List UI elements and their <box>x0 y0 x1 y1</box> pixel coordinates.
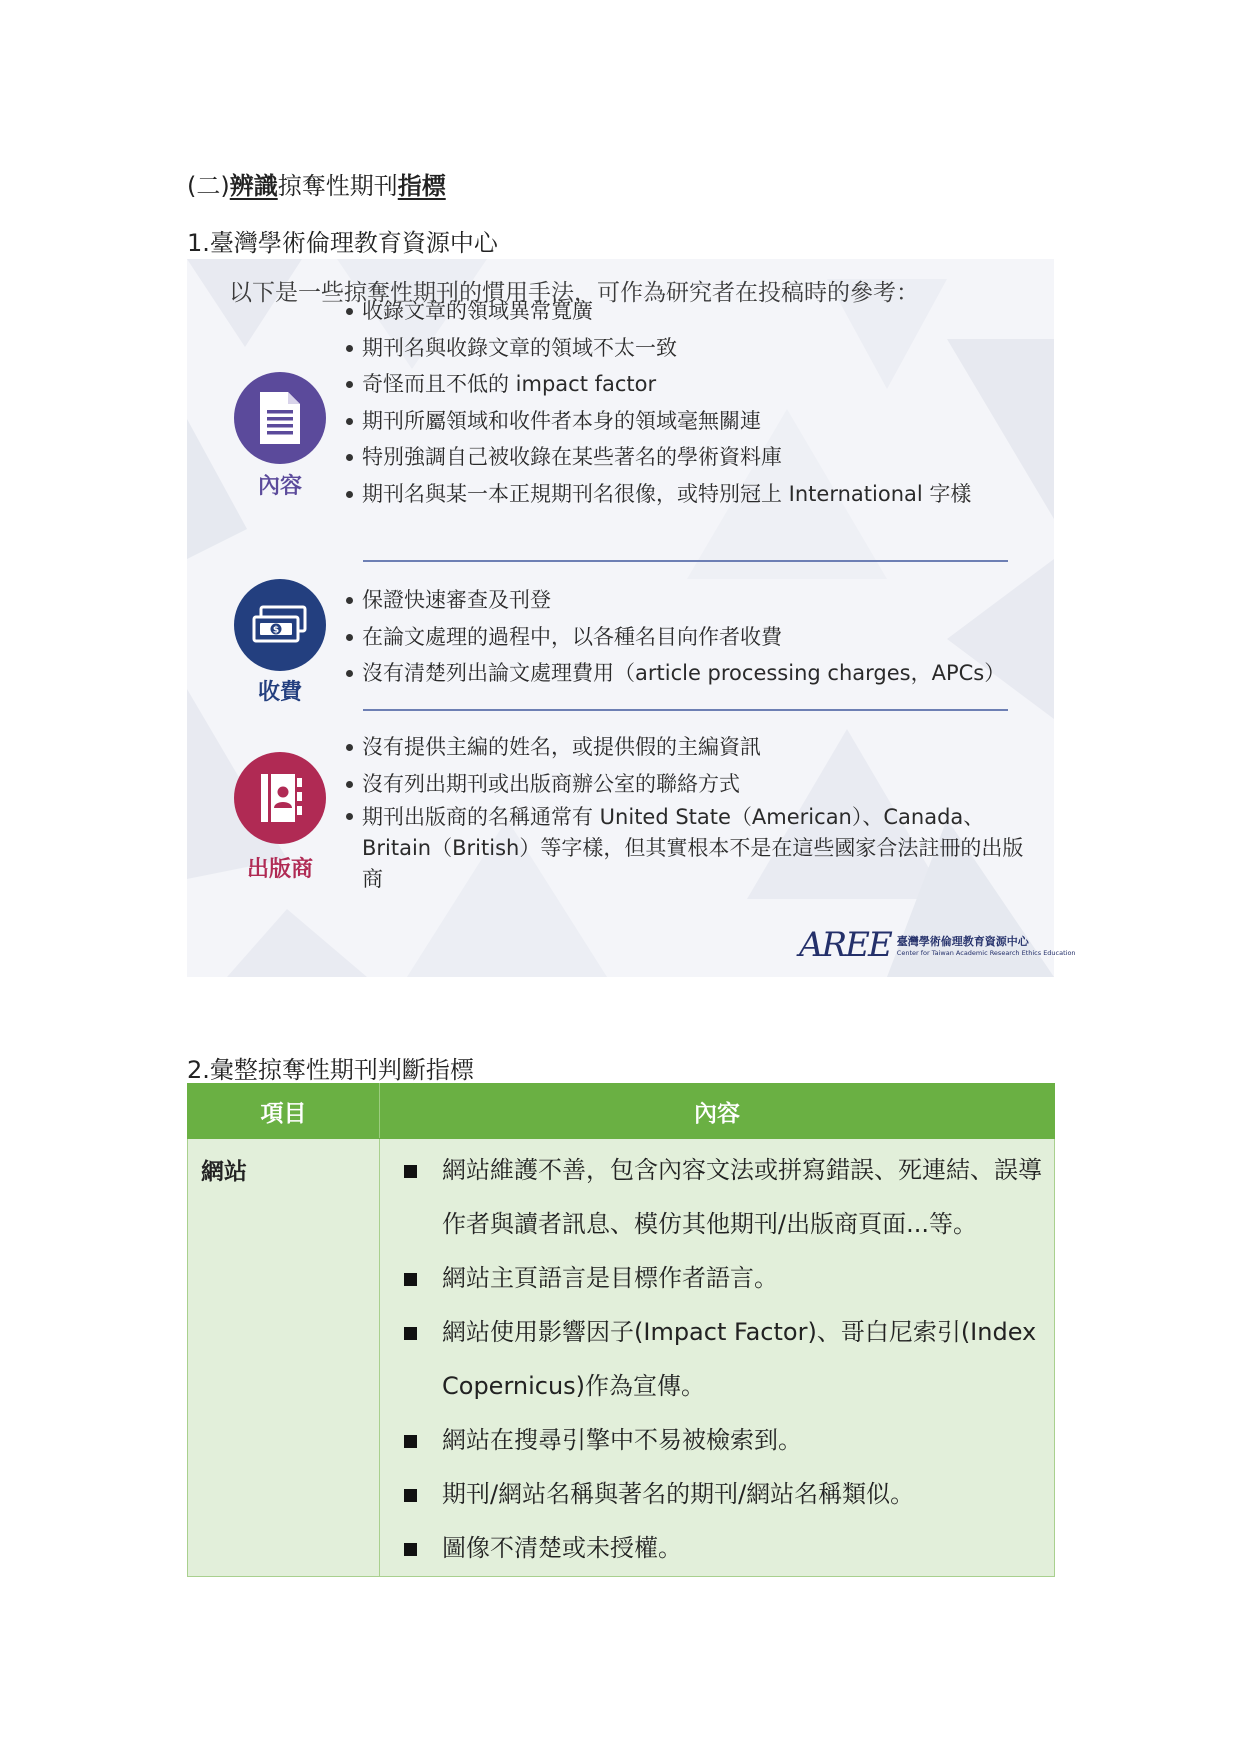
table-header-content: 內容 <box>380 1084 1055 1139</box>
list-item: 期刊名與某一本正規期刊名很像，或特別冠上 International 字樣 <box>344 476 971 513</box>
indicator-table <box>187 1083 1055 1577</box>
square-bullet-icon <box>404 1489 417 1502</box>
logo-name-en: Center for Taiwan Academic Research Ethics Education <box>896 949 1076 957</box>
money-icon <box>234 579 326 671</box>
list-item <box>390 1521 1046 1575</box>
category-label-content: 內容 <box>257 474 302 499</box>
section-heading-part3: 指標 <box>397 172 446 200</box>
svg-text:$: $ <box>272 625 280 636</box>
publisher-tactics-list <box>344 729 1032 895</box>
list-item <box>390 1251 1046 1305</box>
list-item: 沒有提供主編的姓名，或提供假的主編資訊 <box>344 729 1032 766</box>
infographic-intro: 以下是一些掠奪性期刊的慣用手法，可作為研究者在投稿時的參考： <box>229 280 919 306</box>
content-tactics-list <box>344 293 971 512</box>
list-item-text: 網站主頁語言是目標作者語言。 <box>442 1264 778 1292</box>
list-item: 奇怪而且不低的 impact factor <box>344 366 971 403</box>
square-bullet-icon <box>404 1435 417 1448</box>
list-item <box>390 1305 1046 1413</box>
table-header-item: 項目 <box>188 1084 380 1139</box>
section-heading-part1: 辨識 <box>229 172 278 200</box>
list-item-text: 網站使用影響因子(Impact Factor)、哥白尼索引(Index Copernicus)作為宣傳。 <box>442 1318 1037 1400</box>
predatory-journal-infographic <box>187 259 1076 977</box>
table-cell-item: 網站 <box>188 1139 380 1577</box>
list-item: 保證快速審查及刊登 <box>344 582 1005 619</box>
section-divider <box>363 560 1008 562</box>
list-item <box>390 1413 1046 1467</box>
list-item-text: 期刊/網站名稱與著名的期刊/網站名稱類似。 <box>442 1480 915 1508</box>
list-item: 沒有清楚列出論文處理費用（article processing charges，APCs） <box>344 655 1005 692</box>
list-item: 特別強調自己被收錄在某些著名的學術資料庫 <box>344 439 971 476</box>
section-divider <box>363 709 1008 711</box>
subsection-heading-2: 2.彙整掠奪性期刊判斷指標 <box>187 1056 474 1084</box>
list-item-text: 圖像不清楚或未授權。 <box>442 1534 682 1562</box>
section-heading-prefix: (二) <box>187 172 230 200</box>
logo-mark: AREE <box>799 925 891 965</box>
contact-book-icon <box>234 752 326 844</box>
square-bullet-icon <box>404 1165 417 1178</box>
list-item: 沒有列出期刊或出版商辦公室的聯絡方式 <box>344 766 1032 803</box>
square-bullet-icon <box>404 1543 417 1556</box>
table-cell-content <box>380 1139 1055 1577</box>
square-bullet-icon <box>404 1273 417 1286</box>
category-label-publisher: 出版商 <box>246 857 313 882</box>
section-heading-part2: 掠奪性期刊 <box>277 172 398 200</box>
list-item: 收錄文章的領域異常寬廣 <box>344 293 971 330</box>
fee-tactics-list <box>344 582 1005 692</box>
document-icon <box>234 372 326 464</box>
list-item-text: 網站維護不善，包含內容文法或拼寫錯誤、死連結、誤導作者與讀者訊息、模仿其他期刊/出版商頁面...等。 <box>442 1156 1042 1238</box>
list-item <box>390 1143 1046 1251</box>
website-indicator-list <box>380 1139 1054 1575</box>
list-item: 期刊所屬領域和收件者本身的領域毫無關連 <box>344 403 971 440</box>
list-item: 期刊名與收錄文章的領域不太一致 <box>344 330 971 367</box>
logo-name-zh: 臺灣學術倫理教育資源中心 <box>896 935 1029 948</box>
list-item: 期刊出版商的名稱通常有 United State（American）、Canada、Britain（British）等字樣，但其實根本不是在這些國家合法註冊的出版商 <box>344 802 1032 895</box>
list-item <box>390 1467 1046 1521</box>
category-label-fees: 收費 <box>257 680 302 705</box>
list-item: 在論文處理的過程中，以各種名目向作者收費 <box>344 619 1005 656</box>
aree-logo <box>799 927 1076 963</box>
subsection-heading-1: 1.臺灣學術倫理教育資源中心 <box>187 229 498 257</box>
section-heading <box>187 166 446 201</box>
table-row <box>188 1139 1055 1577</box>
square-bullet-icon <box>404 1327 417 1340</box>
list-item-text: 網站在搜尋引擎中不易被檢索到。 <box>442 1426 802 1454</box>
